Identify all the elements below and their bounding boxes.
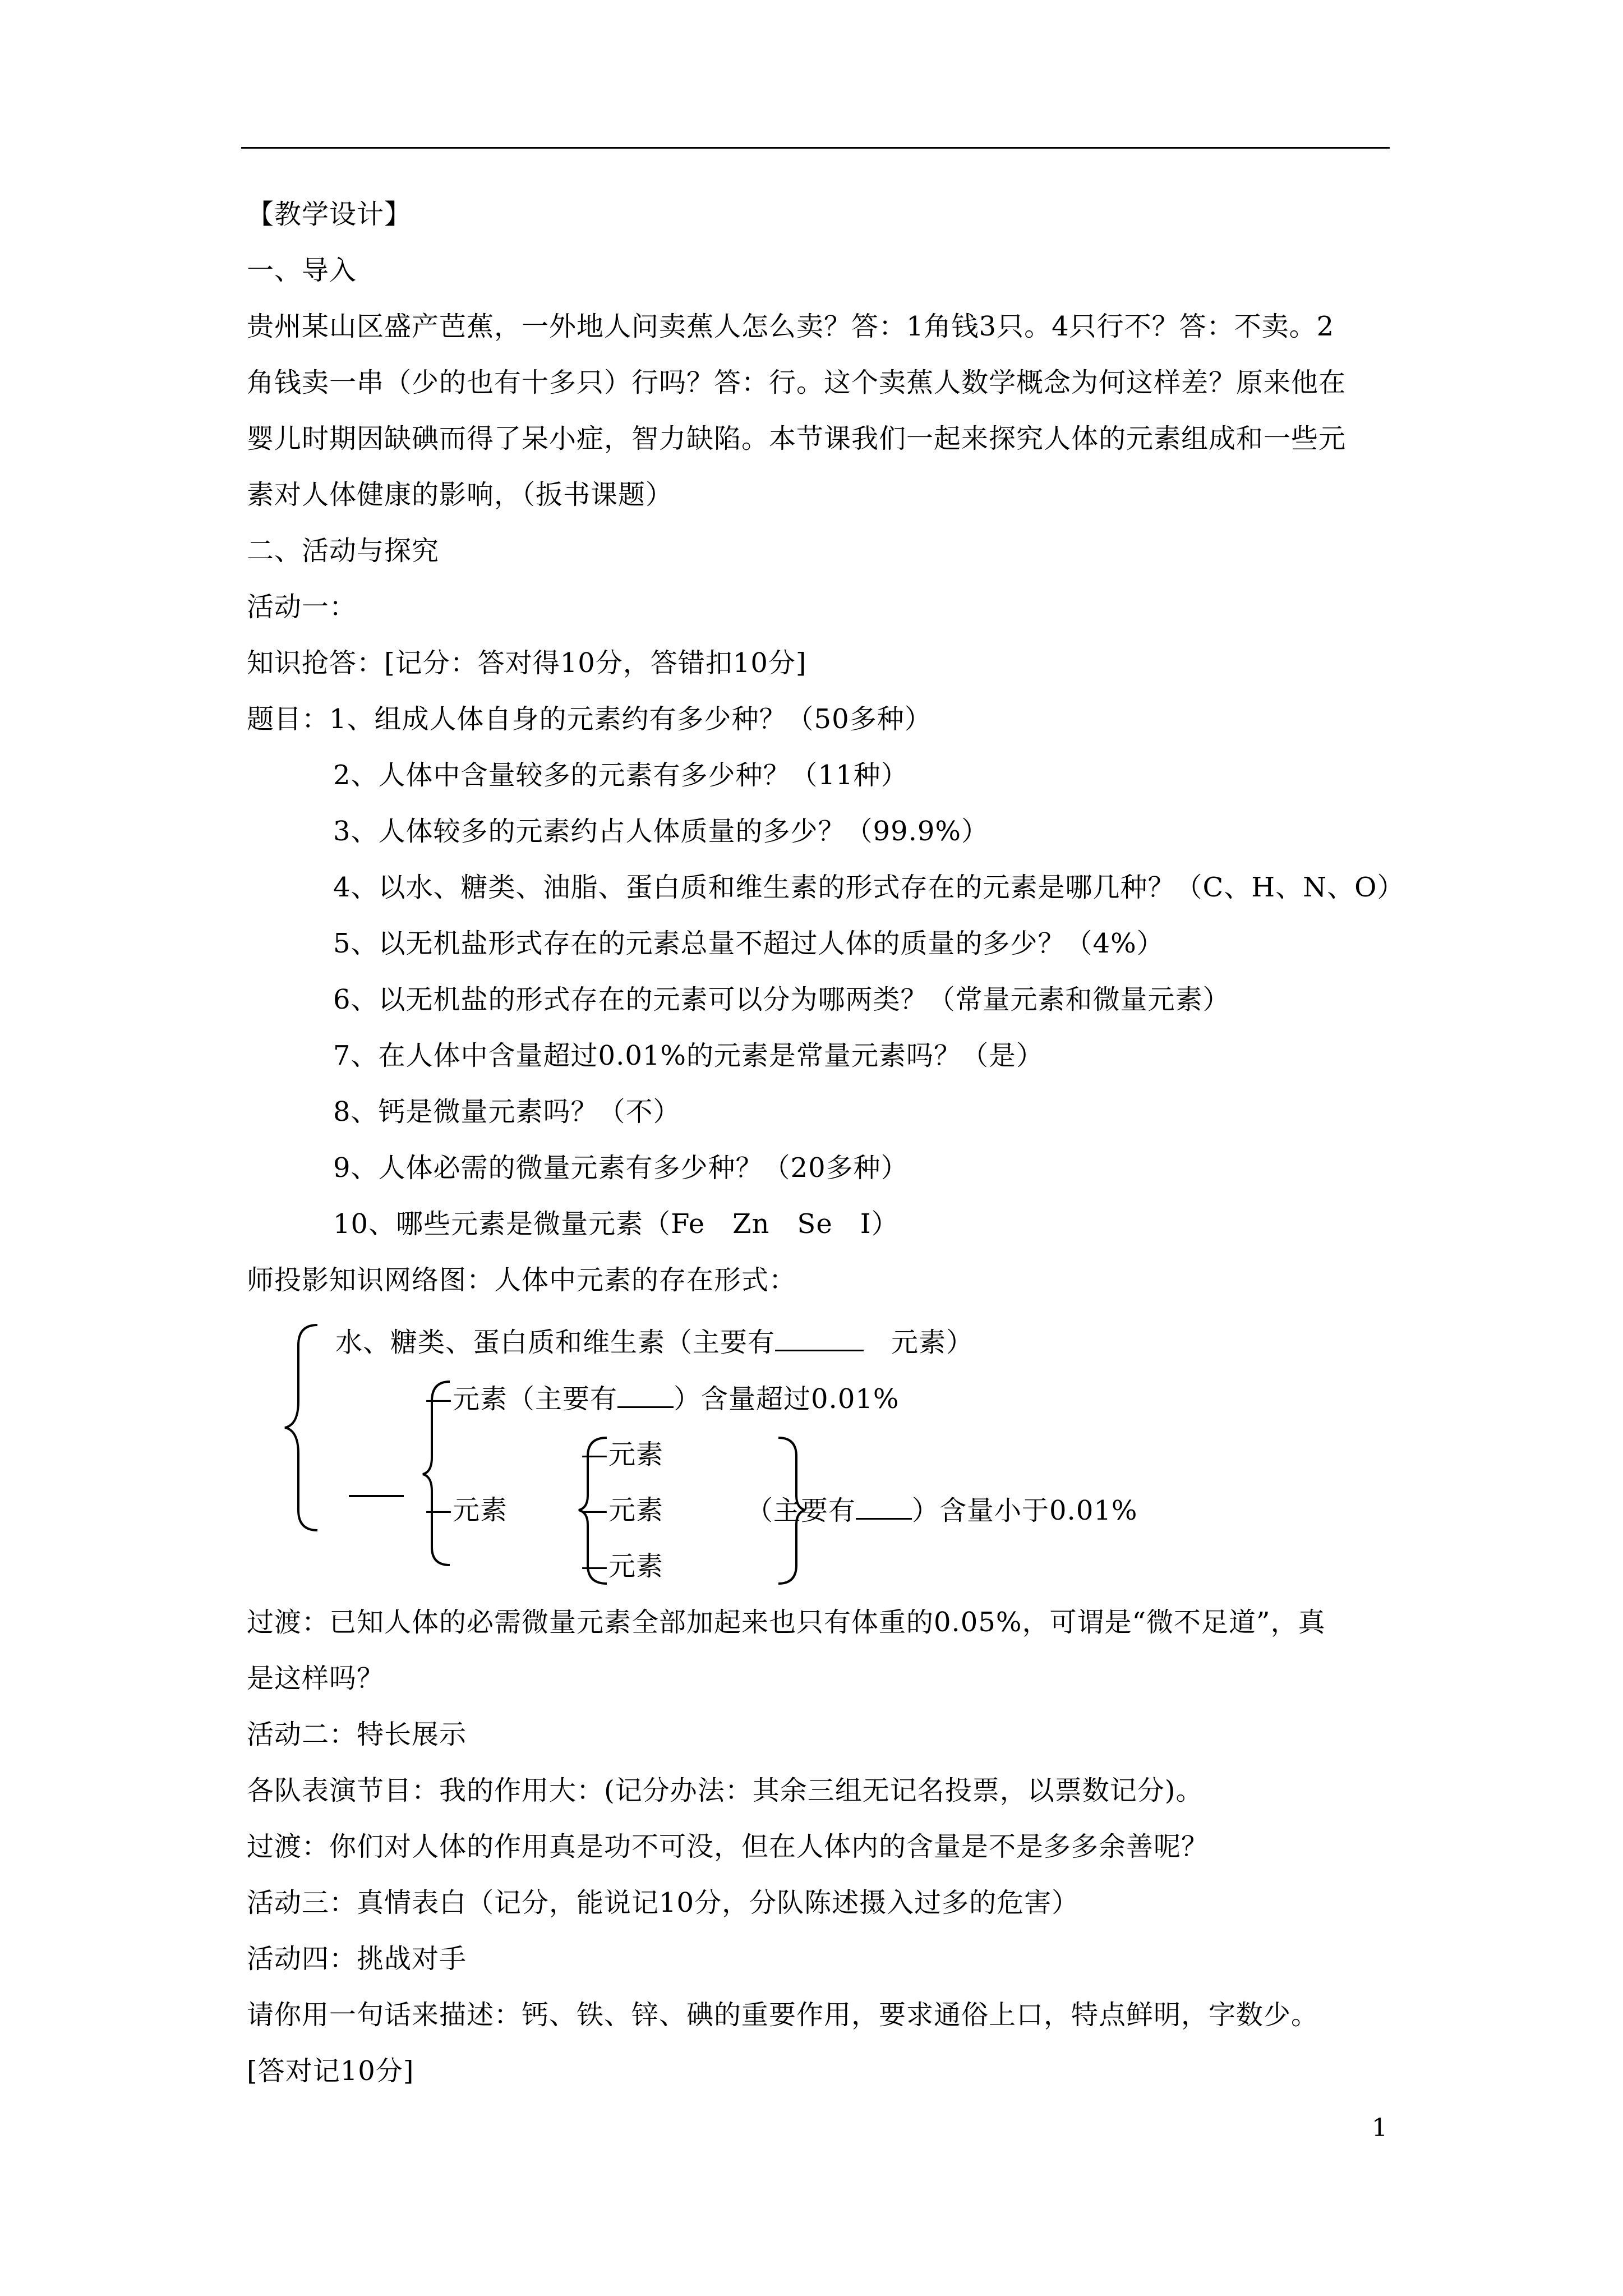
activity-score: [答对记10分] <box>247 2055 414 2087</box>
diagram-trace-note: （主要有 ）含量小于0.01% <box>746 1493 1138 1527</box>
paragraph-line: 婴儿时期因缺碘而得了呆小症，智力缺陷。本节课我们一起来探究人体的元素组成和一些元 <box>247 423 1347 454</box>
activity-title: 活动一： <box>247 591 357 623</box>
quiz-question: 8、钙是微量元素吗？（不） <box>333 1096 681 1128</box>
activity-text: 各队表演节目：我的作用大：(记分办法：其余三组无记名投票，以票数记分)。 <box>247 1775 1204 1806</box>
section-title-activities: 二、活动与探究 <box>247 535 440 567</box>
paragraph-line: 素对人体健康的影响，（扳书课题） <box>247 479 674 510</box>
header-rule <box>241 147 1390 149</box>
diagram-row-trace: —元素 <box>425 1494 508 1526</box>
activity-text: 请你用一句话来描述：钙、铁、锌、碘的重要作用，要求通俗上口，特点鲜明，字数少。 <box>247 1999 1319 2031</box>
quiz-question: 7、在人体中含量超过0.01%的元素是常量元素吗？（是） <box>333 1040 1044 1071</box>
answer-blank <box>856 1493 912 1520</box>
quiz-question: 5、以无机盐形式存在的元素总量不超过人体的质量的多少？（4%） <box>333 928 1164 959</box>
quiz-question: 9、人体必需的微量元素有多少种？（20多种） <box>333 1152 909 1184</box>
diagram-row-organic: 水、糖类、蛋白质和维生素（主要有 元素） <box>335 1325 974 1359</box>
diagram-sub-element: —元素 <box>581 1439 664 1470</box>
answer-blank <box>617 1382 674 1408</box>
quiz-question: 10、哪些元素是微量元素（Fe Zn Se I） <box>333 1208 899 1240</box>
quiz-question: 4、以水、糖类、油脂、蛋白质和维生素的形式存在的元素是哪几种？（C、H、N、O） <box>333 872 1405 903</box>
answer-blank <box>775 1325 864 1351</box>
activity-title: 活动三：真情表白（记分，能说记10分，分队陈述摄入过多的危害） <box>247 1887 1080 1918</box>
transition-line: 是这样吗？ <box>247 1663 385 1694</box>
heading: 【教学设计】 <box>247 199 412 230</box>
section-title-intro: 一、导入 <box>247 255 357 286</box>
diagram-sub-element: —元素 <box>581 1550 664 1582</box>
transition-line: 过渡：你们对人体的作用真是功不可没，但在人体内的含量是不是多多余善呢？ <box>247 1831 1209 1862</box>
quiz-question: 3、人体较多的元素约占人体质量的多少？（99.9%） <box>333 816 989 847</box>
diagram-row-major: —元素（主要有 ）含量超过0.01% <box>425 1382 900 1416</box>
main-brace <box>285 1325 317 1530</box>
quiz-question: 题目：1、组成人体自身的元素约有多少种？（50多种） <box>247 703 932 735</box>
paragraph-line: 角钱卖一串（少的也有十多只）行吗？答：行。这个卖蕉人数学概念为何这样差？原来他在 <box>247 367 1347 398</box>
quiz-question: 2、人体中含量较多的元素有多少种？（11种） <box>333 760 909 791</box>
diagram-sub-element: —元素 <box>581 1494 664 1526</box>
activity-title: 活动二：特长展示 <box>247 1719 467 1750</box>
quiz-rule: 知识抢答：[记分：答对得10分，答错扣10分] <box>247 647 807 679</box>
quiz-question: 6、以无机盐的形式存在的元素可以分为哪两类？（常量元素和微量元素） <box>333 984 1230 1015</box>
page-number: 1 <box>1372 2114 1387 2142</box>
paragraph-line: 贵州某山区盛产芭蕉，一外地人问卖蕉人怎么卖？答：1角钱3只。4只行不？答：不卖。2 <box>247 311 1335 342</box>
diagram-intro: 师投影知识网络图：人体中元素的存在形式： <box>247 1264 797 1296</box>
transition-line: 过渡：已知人体的必需微量元素全部加起来也只有体重的0.05%，可谓是“微不足道”，真 <box>247 1607 1326 1638</box>
activity-title: 活动四：挑战对手 <box>247 1943 467 1975</box>
